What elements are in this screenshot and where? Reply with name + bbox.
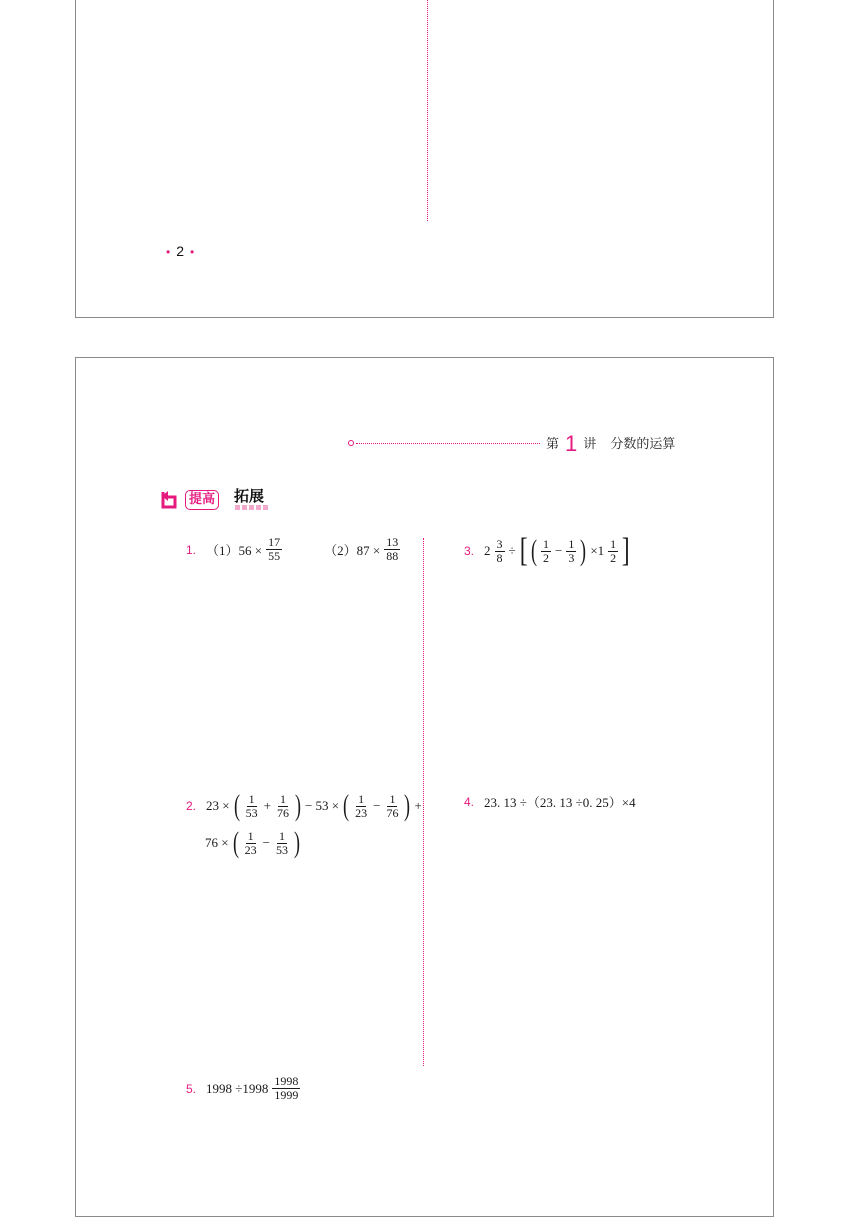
expression-text: − 53 × bbox=[304, 798, 340, 813]
fraction: $\frac{1}{53}$ bbox=[275, 828, 288, 857]
expression-text: 23 × bbox=[206, 798, 230, 813]
lesson-title: 分数的运算 bbox=[610, 437, 676, 452]
fraction: $\frac{1}{53}$ bbox=[245, 791, 258, 820]
section-badge: 提高 bbox=[185, 490, 219, 510]
expression-text: 76 × bbox=[205, 835, 229, 850]
header-dotted-line bbox=[356, 443, 540, 444]
lesson-number: 1 bbox=[565, 431, 578, 456]
bottom-page bbox=[75, 357, 774, 1217]
fraction: $\frac{1}{2}$ bbox=[542, 536, 549, 565]
operator: + bbox=[263, 798, 271, 813]
lesson-prefix: 第 bbox=[546, 437, 560, 452]
top-page bbox=[75, 0, 774, 318]
problem-number: 2. bbox=[186, 799, 197, 813]
operator: + bbox=[414, 798, 422, 813]
expression-text: 2 bbox=[484, 543, 491, 558]
fraction: $\frac{1}{23}$ bbox=[355, 791, 368, 820]
column-divider bbox=[427, 0, 428, 221]
header-circle-icon bbox=[348, 440, 354, 446]
page-number-value: 2 bbox=[176, 243, 184, 259]
operator: − bbox=[554, 543, 563, 558]
page-number bbox=[160, 243, 200, 259]
page-number-dot: • bbox=[190, 245, 195, 259]
page-number-dot: • bbox=[166, 245, 171, 259]
fraction: $\frac{1998}{1999}$ bbox=[274, 1074, 299, 1102]
problem-number: 5. bbox=[186, 1081, 197, 1096]
section-decoration bbox=[235, 505, 268, 510]
operator: − bbox=[262, 835, 270, 850]
fraction: $\frac{17}{55}$ bbox=[268, 535, 281, 563]
problem-1 bbox=[186, 536, 402, 563]
problem-number: 1. bbox=[186, 542, 197, 557]
fraction: $\frac{1}{76}$ bbox=[386, 791, 399, 820]
problem-5 bbox=[186, 1075, 302, 1102]
expression-text: （2）87 × bbox=[324, 543, 381, 558]
fraction: $\frac{1}{76}$ bbox=[276, 791, 289, 820]
section-title: 拓展 bbox=[234, 487, 265, 505]
operator: ÷ bbox=[508, 543, 516, 558]
fraction: $\frac{1}{23}$ bbox=[244, 828, 257, 857]
lesson-suffix: 讲 bbox=[583, 437, 597, 452]
expression-text: 23. 13 ÷（23. 13 ÷0. 25）×4 bbox=[484, 795, 636, 810]
problem-3: 3. 2 $\frac{3}{8}$ ÷ [ ( $\frac{1}{2}$ − $\frac{1}{3}$ ) ×1 $\frac{1}{2}$ ] bbox=[464, 532, 630, 569]
lesson-header bbox=[546, 431, 675, 457]
problem-2-line-2: 76 × ( $\frac{1}{23}$ − $\frac{1}{53}$ ) bbox=[205, 826, 300, 859]
problem-2: 2. 23 × ( $\frac{1}{53}$ + $\frac{1}{76}$ ) − 53 × ( $\frac{1}{23}$ − $\frac{1}{76}$ ) + bbox=[186, 789, 422, 822]
problem-4 bbox=[464, 792, 638, 811]
problem-number: 3. bbox=[464, 544, 475, 558]
expression-text: 1998 ÷1998 bbox=[206, 1080, 269, 1096]
return-arrow-icon bbox=[160, 488, 180, 512]
problem-number: 4. bbox=[464, 794, 475, 809]
fraction: $\frac{1}{3}$ bbox=[568, 536, 575, 565]
expression-text: ×1 bbox=[590, 543, 605, 558]
expression-text: （1）56 × bbox=[206, 543, 263, 558]
fraction: $\frac{13}{88}$ bbox=[386, 535, 399, 563]
operator: − bbox=[373, 798, 381, 813]
fraction: $\frac{1}{2}$ bbox=[610, 536, 617, 565]
fraction: $\frac{3}{8}$ bbox=[496, 536, 503, 565]
